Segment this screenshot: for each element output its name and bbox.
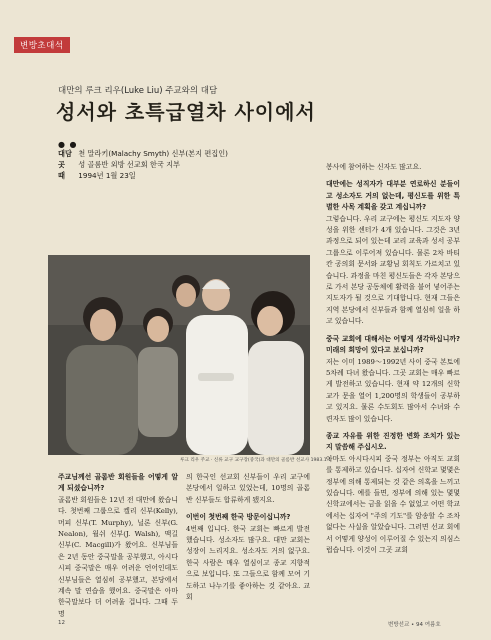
- text-column-middle: [186, 472, 310, 603]
- text-column-left: [58, 472, 178, 620]
- group-photo: [48, 255, 310, 455]
- meta-row: 때 1994년 1월 23일: [58, 171, 136, 180]
- question: 이번이 첫번째 한국 방문이십니까?: [186, 513, 291, 522]
- question: 중국 교회에 대해서는 어떻게 생각하십니까? 미래의 희망이 있다고 보십니까?: [326, 334, 460, 355]
- paragraph: 4번째 입니다. 한국 교회는 빠르게 발전했습니다. 성소자도 많구요. 대만 교회는 성장이 느리지요. 성소자도 거의 없구요. 한국 사람은 매우 열심이고 종교 지향적으로 보입니다. 또 그들으로 함께 모여 기도하고 나누기를 좋아하는 것 같아요. 교회: [186, 524, 310, 602]
- article-title: 성서와 초특급열차 사이에서: [56, 100, 316, 124]
- publication-footer: 변방선교 • 94 여름호: [388, 622, 441, 628]
- paragraph: 그렇습니다. 우리 교구에는 평신도 지도자 양성을 위한 센터가 4개 있습니다. 그것은 3년 과정으로 되어 있는데 교리 교육과 성서 공부 그룹으로 이루어져 있습니다. 물론 2차 바티칸 공의회 문서와 교황님 회칙도 가르치고 있습니다. 과정을 마친 평신도들은 각자 본당으로 가서 본당 공동체에 활력을 불어 넣어주는 지도자가 될 것으로 기대합니다. 현재 그들은 지역 본당에서 신부들과 함께 열심히 일을 하고 있습니다.: [326, 214, 460, 326]
- page-number: 12: [58, 620, 65, 626]
- paragraph: 골롬반 회원들은 12년 전 대만에 왔습니다. 첫번째 그룹으로 켈리 신부(Kelly), 머피 신부(T. Murphy), 닐론 신부(G. Nealon), 월쉬 신부(J. Walsh), 맥길 신부(C. Macgill)가 왔어요. 신부님들은 2년 동안 중국말을 공부했고, 아시다시피 중국말은 매우 어려운 언어인데도 신부님들은 열심히 공부했고, 본당에서 계속 말 연습을 했어요. 중국말은 아마 한국말보다 더 어려울 겁니다. 그때 두 명: [58, 495, 178, 618]
- paragraph: 봉사에 참여하는 신자도 많고요.: [326, 163, 422, 171]
- paragraph: 아마도 아시다시피 중국 정부는 아직도 교회를 통제하고 있습니다. 십자여 신학교 몇몇은 정부에 의해 통제되는 것 같은 의혹을 느끼고 있습니다. 예를 들면, 정부에 의해 있는 몇몇 신학교에서는 금을 읽을 수 없었고 어떤 학교에서는 십자여 "주의 기도"를 암송할 수 조차 없다는 사실을 알았습니다. 그러면 선교 회에서 어떻게 양성이 이루어질 수 있는지 의심스럽습니다. 이것이 그곳 교회: [326, 454, 460, 554]
- question: 주교님께선 골롬반 회원들을 어떻게 알게 되셨습니까?: [58, 473, 178, 493]
- section-tag: 변방초대석: [14, 37, 70, 53]
- interview-meta: [58, 148, 228, 181]
- paragraph: 저는 이미 1989～1992년 사이 중국 본토에 5차례 다녀 왔습니다. 그곳 교회는 매우 빠르게 발전하고 있습니다. 현재 약 12개의 신학교가 문을 열어 1,200명의 학생들이 공부하고 있지요. 물론 수도회도 많아서 수녀와 수련자도 많이 있습니다.: [326, 357, 460, 423]
- meta-row: 대담 천 말라키(Malachy Smyth) 신부(본지 편집인): [58, 149, 228, 158]
- paragraph: 의 한국인 선교회 신부들이 우리 교구에 본당에서 일하고 있었는데, 10명의 골롬반 신부들도 합류하게 됐지요.: [186, 473, 310, 504]
- photo-caption: 루크 리우 주교 · 신류 교구 교구장(중국)과 대만의 골롬반 선교사 1983.1.1: [180, 458, 332, 463]
- question: 대만에는 성직자가 대부분 연로하신 분들이고 성소자도 거의 없는데, 평신도를 위한 특별한 사목 계획을 갖고 계십니까?: [326, 180, 460, 212]
- bullet-dots-icon: ● ●: [58, 140, 78, 149]
- article-subtitle: 대만의 루크 리우(Luke Liu) 주교와의 대담: [58, 86, 218, 96]
- meta-row: 곳 성 골롬반 외방 선교회 한국 지부: [58, 160, 180, 169]
- question: 종교 자유를 위한 진정한 변화 조치가 있는지 말씀해 주십시오.: [326, 431, 460, 452]
- text-column-right: [326, 162, 460, 556]
